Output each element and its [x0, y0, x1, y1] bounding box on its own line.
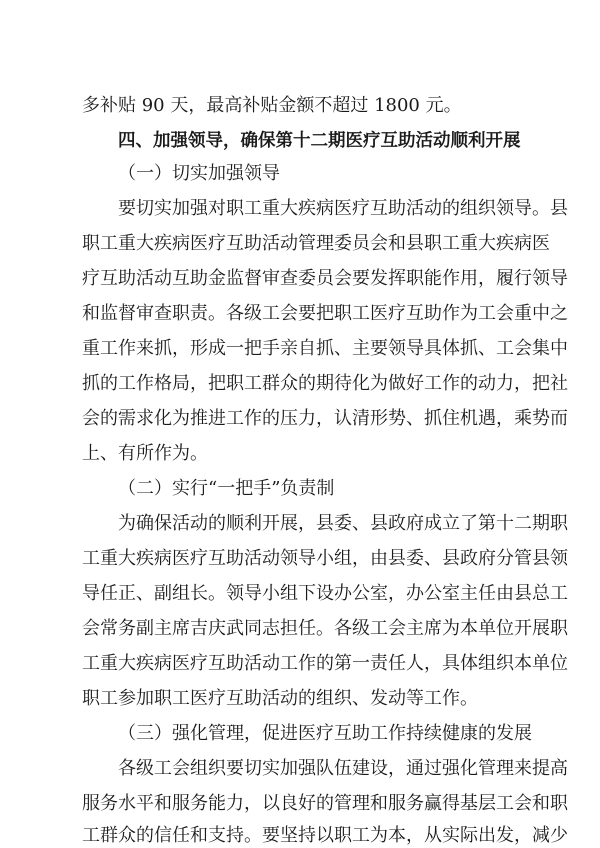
body-line: 工群众的信任和支持。要坚持以职工为本，从实际出发，减少: [82, 825, 568, 846]
subsection-heading: （一）切实加强领导: [118, 163, 280, 184]
body-line: 重工作来抓，形成一把手亲自抓、主要领导具体抓、工会集中: [82, 338, 568, 359]
body-line: 会常务副主席吉庆武同志担任。各级工会主席为本单位开展职: [82, 618, 568, 639]
body-line: 会的需求化为推进工作的压力，认清形势、抓住机遇，乘势而: [82, 408, 568, 429]
subsection-heading: （二）实行“一把手”负责制: [118, 478, 335, 499]
body-line: 上、有所作为。: [82, 443, 208, 464]
body-line: 多补贴 90 天，最高补贴金额不超过 1800 元。: [82, 95, 462, 116]
subsection-heading: （三）强化管理，促进医疗互助工作持续健康的发展: [118, 723, 532, 744]
paragraph-first-line: 要切实加强对职工重大疾病医疗互助活动的组织领导。县: [118, 198, 568, 219]
body-line: 职工重大疾病医疗互助活动管理委员会和县职工重大疾病医: [82, 233, 550, 254]
section-heading: 四、加强领导，确保第十二期医疗互助活动顺利开展: [118, 131, 521, 151]
paragraph-first-line: 为确保活动的顺利开展，县委、县政府成立了第十二期职: [118, 513, 568, 534]
body-line: 和监督审查职责。各级工会要把职工医疗互助作为工会重中之: [82, 303, 568, 324]
body-line: 导任正、副组长。领导小组下设办公室，办公室主任由县总工: [82, 583, 568, 604]
paragraph-first-line: 各级工会组织要切实加强队伍建设，通过强化管理来提高: [118, 758, 568, 779]
body-line: 工重大疾病医疗互助活动工作的第一责任人，具体组织本单位: [82, 653, 568, 674]
body-line: 工重大疾病医疗互助活动领导小组，由县委、县政府分管县领: [82, 548, 568, 569]
body-line: 抓的工作格局，把职工群众的期待化为做好工作的动力，把社: [82, 373, 568, 394]
body-line: 服务水平和服务能力，以良好的管理和服务赢得基层工会和职: [82, 793, 568, 814]
body-line: 职工参加职工医疗互助活动的组织、发动等工作。: [82, 688, 478, 709]
body-line: 疗互助活动互助金监督审查委员会要发挥职能作用，履行领导: [82, 268, 568, 289]
